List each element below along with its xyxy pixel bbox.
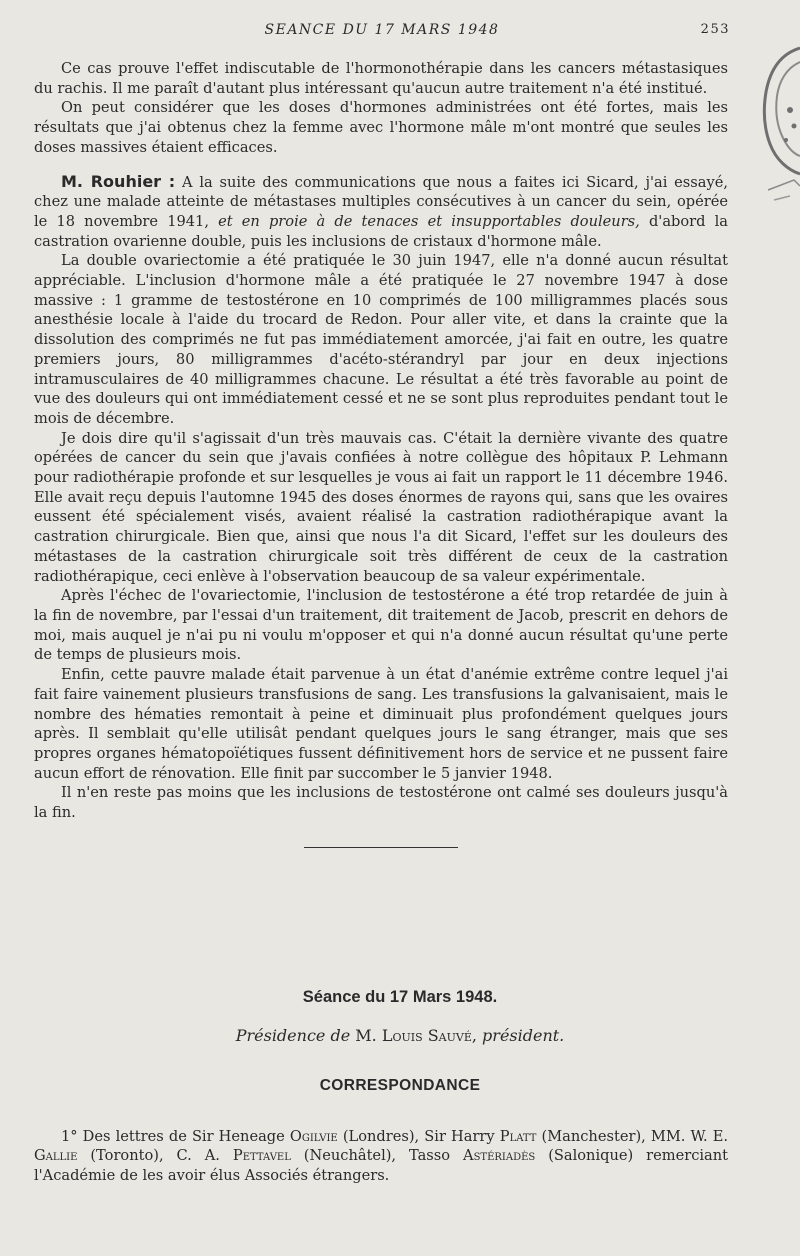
paragraph — [34, 172, 728, 252]
article-body — [34, 59, 728, 848]
paragraph-text: A la suite des communications que nous a faites ici Sicard, j'ai essayé, chez une malade atteinte de métastases multiples consécutives à un cancer du sein, opérée le 18 novembre 1941, — [34, 173, 729, 230]
running-header — [34, 22, 730, 42]
page-number: 253 — [700, 22, 730, 37]
emphasis-text: et en proie à de tenaces et insupportables douleurs, — [218, 212, 640, 230]
paragraph-text: d'abord la castration ovarienne double, puis les inclusions de cristaux d'hormone mâle. — [34, 212, 728, 250]
paragraph: Je dois dire qu'il s'agissait d'un très mauvais cas. C'était la dernière vivante des quatre opérées de cancer du sein que j'avais confiées à notre collègue des hôpitaux P. Lehmann pour radiothérapie profonde et sur lesquelles je vous ai fait un rapport le 11 décembre 1946. Elle avait reçu depuis l'automne 1945 des doses énormes de rayons qui, sans que les ovaires eussent été spécialement visés, avaient réalisé la castration radiothérapique avant la castration chirurgicale. Bien que, ainsi que nous l'a dit Sicard, l'effet sur les douleurs des métastases de la castration chirurgicale soit très différent de ceux de la castration radiothérapique, ceci enlève à l'observation beaucoup de sa valeur expérimentale. — [34, 429, 728, 585]
paragraph: Après l'échec de l'ovariectomie, l'inclusion de testostérone a été trop retardée de juin à la fin de novembre, par l'essai d'un traitement, dit traitement de Jacob, prescrit en dehors de moi, mais auquel je n'ai pu ni voulu m'opposer et qui n'a donné aucun résultat qu'une perte de temps de plusieurs mois. — [34, 587, 728, 664]
paragraph: Il n'en reste pas moins que les inclusions de testostérone ont calmé ses douleurs jusqu'à la fin. — [34, 784, 728, 822]
paragraph: On peut considérer que les doses d'hormones administrées ont été fortes, mais les résultats que j'ai obtenus chez la femme avec l'hormone mâle m'ont montré que seules les doses massives étaient efficaces. — [34, 99, 728, 156]
section-divider — [304, 847, 458, 848]
library-stamp-icon — [750, 40, 800, 220]
paragraph: Ce cas prouve l'effet indiscutable de l'hormonothérapie dans les cancers métastasiques du rachis. Il me paraît d'autant plus intéressant qu'aucun autre traitement n'a été institué. — [34, 60, 728, 97]
seance-title: Séance du 17 Mars 1948. — [302, 988, 498, 1006]
paragraph: La double ovariectomie a été pratiquée le 30 juin 1947, elle n'a donné aucun résultat appréciable. L'inclusion d'hormone mâle a été pratiquée le 27 novembre 1947 à dose massive : 1 gramme de testostérone en 10 comprimés de 100 milligrammes placés sous anesthésie locale à l'aide du trocard de Redon. Pour aller vite, et dans la crainte que la dissolution des comprimés ne fut pas immédiatement amorcée, j'ai fait en outre, les quatre premiers jours, 80 milligrammes d'acéto-stérandryl par jour en deux injections intramusculaires de 40 milligrammes chacune. Le résultat a été très favorable au point de vue des douleurs qui ont immédiatement cessé et ne se sont plus reproduites pendant tout le mois de décembre. — [34, 252, 728, 427]
presidence-label: Présidence de — [235, 1026, 351, 1045]
person-name: Astériadès — [463, 1147, 536, 1165]
correspondance-paragraph — [34, 1127, 728, 1186]
paragraph-text: (Toronto), C. A. — [77, 1147, 233, 1165]
paragraph-text: (Manchester), MM. W. E. — [536, 1127, 728, 1145]
correspondance-heading: CORRESPONDANCE — [319, 1077, 481, 1094]
speaker-name: M. Rouhier : — [61, 171, 176, 191]
paragraph-text: 1° Des lettres de Sir Heneage — [61, 1127, 290, 1145]
presidence-role: président. — [482, 1026, 565, 1045]
president-name: Louis Sauvé, — [381, 1026, 477, 1045]
paragraph: Enfin, cette pauvre malade était parvenue à un état d'anémie extrême contre lequel j'ai fait faire vainement plusieurs transfusions de sang. Les transfusions la galvanisaient, mais le nombre des hématies remontait à peine et diminuait plus profondément quelques jours après. Il semblait qu'elle utilisât pendant quelques jours le sang étranger, mais que ses propres organes hématopoïétiques fussent définitivement hors de service et ne pussent faire aucun effort de rénovation. Elle finit par succomber le 5 janvier 1948. — [34, 666, 728, 782]
paragraph-text: (Londres), Sir Harry — [337, 1127, 500, 1145]
running-title: SEANCE DU 17 MARS 1948 — [264, 22, 500, 38]
person-name: Platt — [499, 1127, 537, 1145]
paragraph-text: (Salonique) remerciant l'Académie de les avoir élus Associés étrangers. — [34, 1147, 728, 1185]
person-name: Gallie — [34, 1147, 78, 1165]
person-name: Pettavel — [232, 1147, 291, 1165]
person-name: Ogilvie — [289, 1127, 338, 1145]
presidence-line — [0, 1026, 800, 1045]
paragraph-text: (Neuchâtel), Tasso — [290, 1147, 464, 1165]
presidence-title: M. — [355, 1026, 377, 1045]
